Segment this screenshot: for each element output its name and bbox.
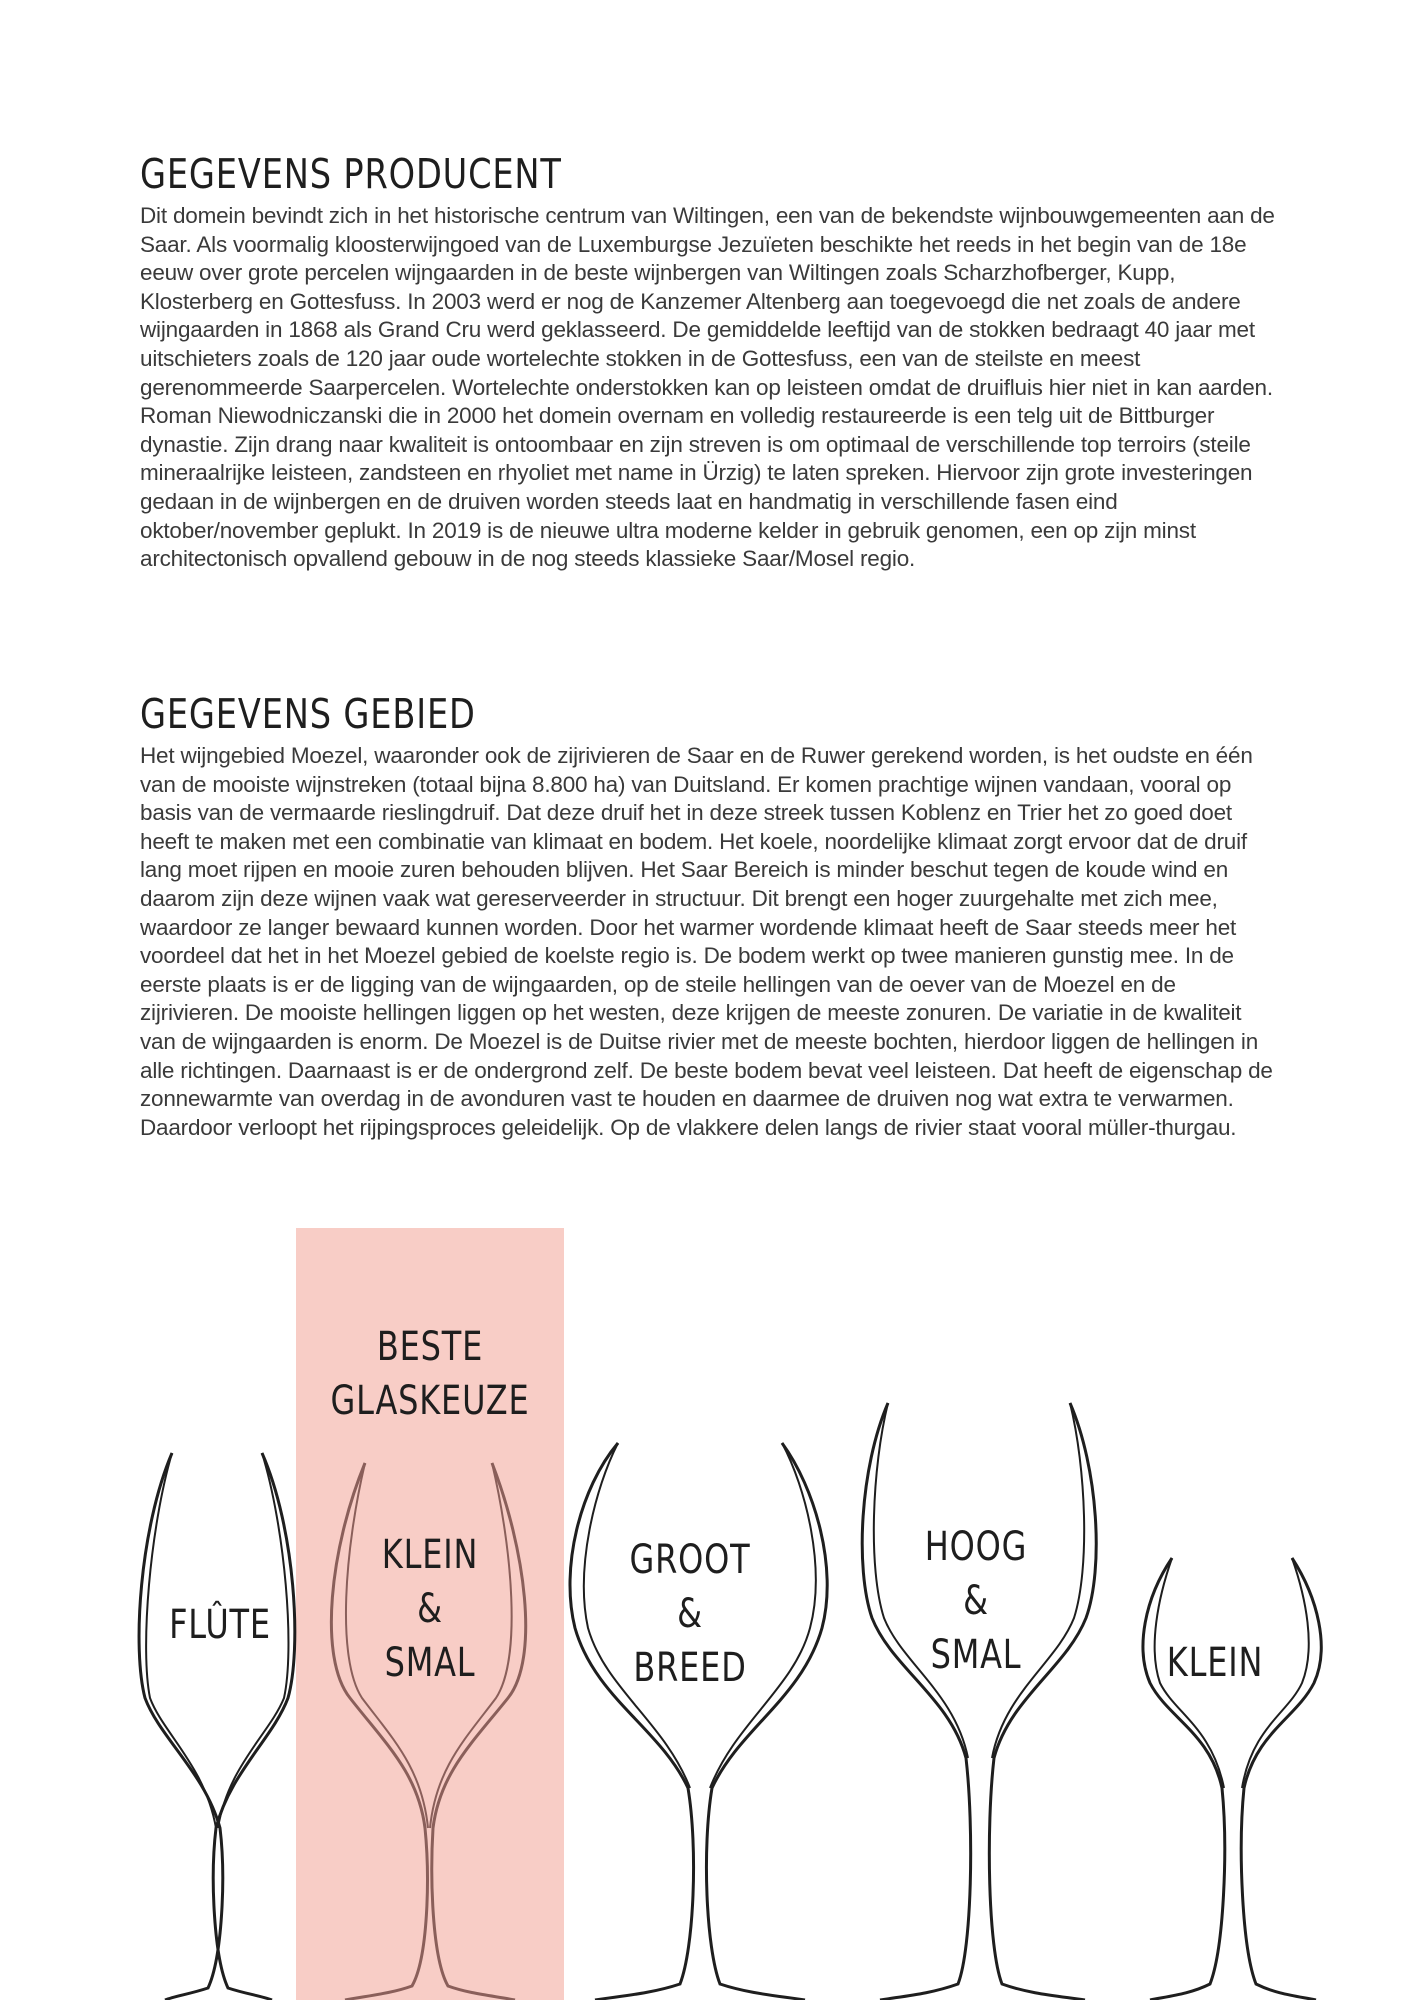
klein-glass-icon: [1143, 1558, 1321, 2000]
producer-text: Dit domein bevindt zich in het historische centrum van Wiltingen, een van de bekendste wijnbouwgemeenten aan de Saar. Als voormalig kloosterwijngoed van de Luxemburgse Jezuïeten beschikte het reeds in het begin van de 18e eeuw over grote percelen wijngaarden in de beste wijnbergen van Wiltingen zoals Scharzhofberger, Kupp, Klosterberg en Gottesfuss. In 2003 werd er nog de Kanzemer Altenberg aan toegevoegd die net zoals de andere wijngaarden in 1868 als Grand Cru werd geklasseerd. De gemiddelde leeftijd van de stokken bedraagt 40 jaar met uitschieters zoals de 120 jaar oude wortelechte stokken in de Gottesfuss, een van de steilste en meest gerenommeerde Saarpercelen. Wortelechte onderstokken kan op leisteen omdat de druifluis hier niet in kan aarden. Roman Niewodniczanski die in 2000 het domein overnam en volledig restaureerde is een telg uit de Bittburger dynastie. Zijn drang naar kwaliteit is ontoombaar en zijn streven is om optimaal de verschillende top terroirs (steile mineraalrijke leisteen, zandsteen en rhyoliet met name in Ürzig) te laten spreken. Hiervoor zijn grote investeringen gedaan in de wijnbergen en de druiven worden steeds laat en handmatig in verschillende fasen eind oktober/november geplukt. In 2019 is de nieuwe ultra moderne kelder in gebruik genomen, een op zijn minst architectonisch opvallend gebouw in de nog steeds klassieke Saar/Mosel regio.: [140, 203, 1275, 572]
region-section: [140, 690, 1280, 1142]
flute-glass-icon: [139, 1453, 295, 2000]
region-heading: GEGEVENS GEBIED: [140, 690, 476, 738]
producer-section: [140, 150, 1280, 574]
glass-choice-illustration: [0, 1228, 1414, 2000]
producer-heading: GEGEVENS PRODUCENT: [140, 150, 562, 198]
hoog-smal-label: HOOG & SMAL: [924, 1524, 1028, 1678]
best-choice-label: BESTE GLASKEUZE: [330, 1324, 530, 1424]
hoog-smal-glass-icon: [862, 1403, 1096, 2000]
region-text: Het wijngebied Moezel, waaronder ook de zijrivieren de Saar en de Ruwer gerekend worden, is het oudste en één van de mooiste wijnstreken (totaal bijna 8.800 ha) van Duitsland. Er komen prachtige wijnen vandaan, vooral op basis van de vermaarde rieslingdruif. Dat deze druif het in deze streek tussen Koblenz en Trier het zo goed doet heeft te maken met een combinatie van klimaat en bodem. Het koele, noordelijke klimaat zorgt ervoor dat de druif lang moet rijpen en mooie zuren behouden blijven. Het Saar Bereich is minder beschut tegen de koude wind en daarom zijn deze wijnen vaak wat gereserveerder in structuur. Dit brengt een hoger zuurgehalte met zich mee, waardoor ze langer bewaard kunnen worden. Door het warmer wordende klimaat heeft de Saar steeds meer het voordeel dat het in het Moezel gebied de koelste regio is. De bodem werkt op twee manieren gunstig mee. In de eerste plaats is er de ligging van de wijngaarden, op de steile hellingen van de oever van de Moezel en de zijrivieren. De mooiste hellingen liggen op het westen, deze krijgen de meeste zonuren. De variatie in de kwaliteit van de wijngaarden is enorm. De Moezel is de Duitse rivier met de meeste bochten, hierdoor liggen de hellingen in alle richtingen. Daarnaast is er de ondergrond zelf. De beste bodem bevat veel leisteen. Dat heeft de eigenschap de zonnewarmte van overdag in de avonduren vast te houden en daarmee de druiven nog wat extra te verwarmen. Daardoor verloopt het rijpingsproces geleidelijk. Op de vlakkere delen langs de rivier staat vooral müller-thurgau.: [140, 743, 1273, 1140]
klein-smal-label: KLEIN & SMAL: [381, 1532, 479, 1686]
klein-label: KLEIN: [1166, 1640, 1264, 1686]
groot-breed-glass-icon: [570, 1443, 827, 2000]
groot-breed-label: GROOT & BREED: [629, 1537, 751, 1691]
flute-label: FLÛTE: [169, 1602, 271, 1648]
